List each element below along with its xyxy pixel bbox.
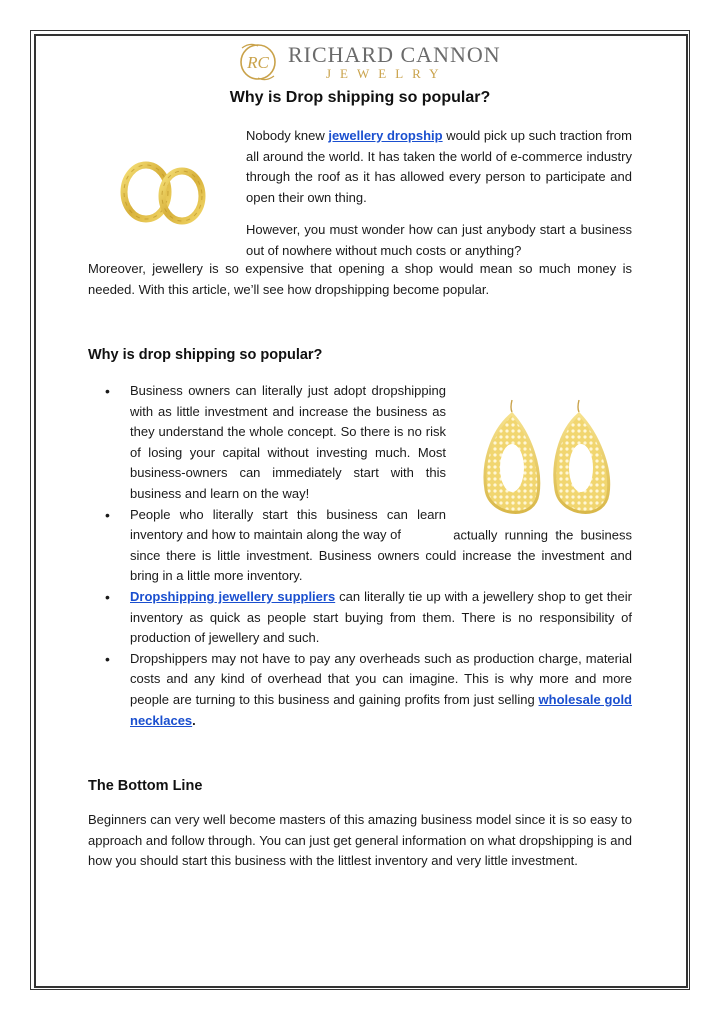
- monogram-icon: [236, 40, 280, 84]
- jewellery-dropship-link[interactable]: jewellery dropship: [328, 128, 443, 143]
- bullet-4-period: .: [192, 712, 196, 728]
- wholesale-gold-necklaces-link[interactable]: wholesale gold necklaces: [130, 691, 632, 728]
- intro-text: [246, 126, 632, 262]
- intro-paragraph-2-continued: [88, 259, 632, 300]
- list-item: [88, 381, 632, 505]
- brand-name: RICHARD CANNON: [288, 42, 501, 67]
- list-item: [88, 505, 632, 587]
- dropshipping-suppliers-link[interactable]: Dropshipping jewellery suppliers: [130, 588, 336, 604]
- bottom-line-paragraph: Beginners can very well become masters of this amazing business model since it is so easy to approach and follow through. You can just get general information on what dropshipping is and how you should start this business with the littlest inventory and very little investment.: [88, 812, 632, 869]
- intro-paragraph-2: However, you must wonder how can just anybody start a business out of nowhere without much costs or anything?: [246, 222, 632, 258]
- bullet-2-text-wide: actually running the business since there is little investment. Business owners could increase the investment and bring in a little more inventory.: [130, 527, 632, 584]
- page-title: Why is Drop shipping so popular?: [229, 89, 491, 106]
- brand-subtitle: JEWELRY: [326, 66, 448, 81]
- bullet-4-text: Dropshippers may not have to pay any overheads such as production charge, material costs and any kind of overhead that you can imagine. This is why more and more people are turning to this business and gaining profits from just selling: [130, 650, 632, 707]
- brand-logo: [236, 40, 501, 86]
- monogram-text: RC: [247, 53, 269, 72]
- popular-reasons-list: [88, 381, 632, 731]
- list-item: [88, 649, 632, 731]
- bullet-2-text-narrow: People who literally start this business can learn inventory and how to maintain along the way of: [130, 506, 446, 543]
- list-item: [88, 587, 632, 649]
- bullet-1-text: Business owners can literally just adopt dropshipping with as little investment and increase the business as they understand the whole concept. So there is no risk of losing your capital without investing much. Most business-owners can immediately start with this business and learn on the way!: [130, 383, 446, 501]
- bottom-line-text: [88, 810, 632, 872]
- section-heading-popular: Why is drop shipping so popular?: [88, 347, 323, 363]
- bullet-3-text: can literally tie up with a jewellery shop to get their inventory as quick as people start buying from them. There is no responsibility of production of jewellery and such.: [130, 588, 632, 646]
- hoop-earrings-image: [116, 154, 208, 226]
- section-heading-bottom-line: The Bottom Line: [88, 778, 203, 794]
- intro-paragraph-2-tail: Moreover, jewellery is so expensive that opening a shop would mean so much money is needed. With this article, we’ll see how dropshipping become popular.: [88, 261, 632, 297]
- intro-paragraph-1: Nobody knew jewellery dropship would pick up such traction from all around the world. It has taken the world of e-commerce industry through the roof as it has allowed every person to participate and open their own thing.: [246, 128, 632, 205]
